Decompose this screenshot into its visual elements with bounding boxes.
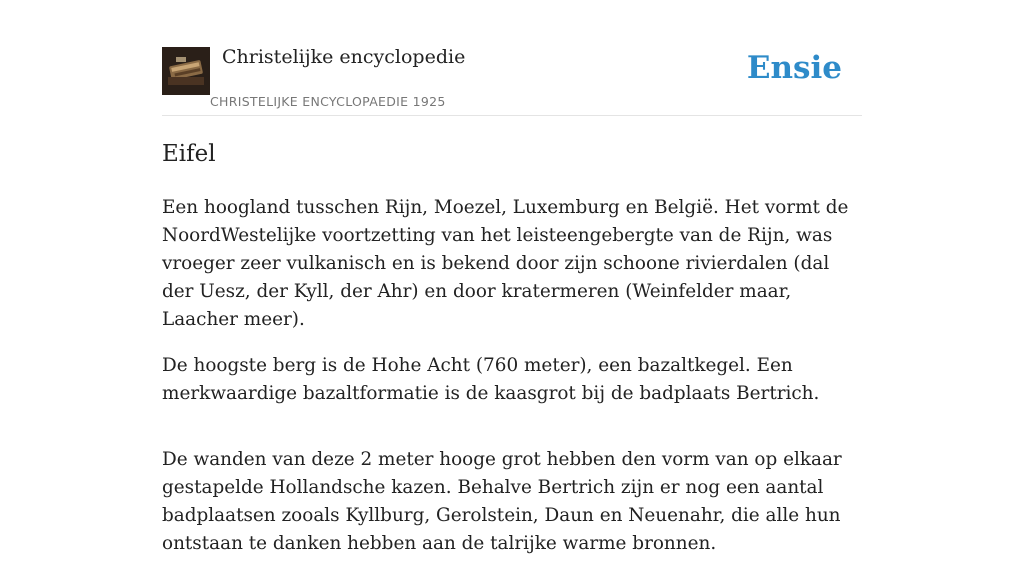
article-paragraph: Een hoogland tusschen Rijn, Moezel, Luxemburg en België. Het vormt de NoordWestelijke voortzetting van het leisteengebergte van de Rijn, was vroeger zeer vulkanisch en is bekend door zijn schoone rivierdalen (dal der Uesz, der Kyll, der Ahr) en door kratermeren (Weinfelder maar, Laacher meer).	[162, 197, 849, 330]
entry-title: Eifel	[162, 141, 216, 167]
source-avatar[interactable]	[162, 47, 210, 95]
book-thumbnail-icon	[162, 47, 210, 95]
article-paragraph: De hoogste berg is de Hohe Acht (760 meter), een bazaltkegel. Een merkwaardige bazaltformatie is de kaasgrot bij de badplaats Bertrich.	[162, 355, 820, 404]
source-subtitle[interactable]: CHRISTELIJKE ENCYCLOPAEDIE 1925	[210, 94, 446, 109]
source-title[interactable]: Christelijke encyclopedie	[222, 46, 466, 68]
article-paragraph: De wanden van deze 2 meter hooge grot hebben den vorm van op elkaar gestapelde Hollandsche kazen. Behalve Bertrich zijn er nog een aantal badplaatsen zooals Kyllburg, Gerolstein, Daun en Neuenahr, die alle hun ontstaan te danken hebben aan de talrijke warme bronnen.	[162, 449, 842, 554]
ensie-logo[interactable]: Ensie	[746, 50, 842, 86]
source-header	[162, 40, 862, 116]
article	[162, 138, 866, 576]
